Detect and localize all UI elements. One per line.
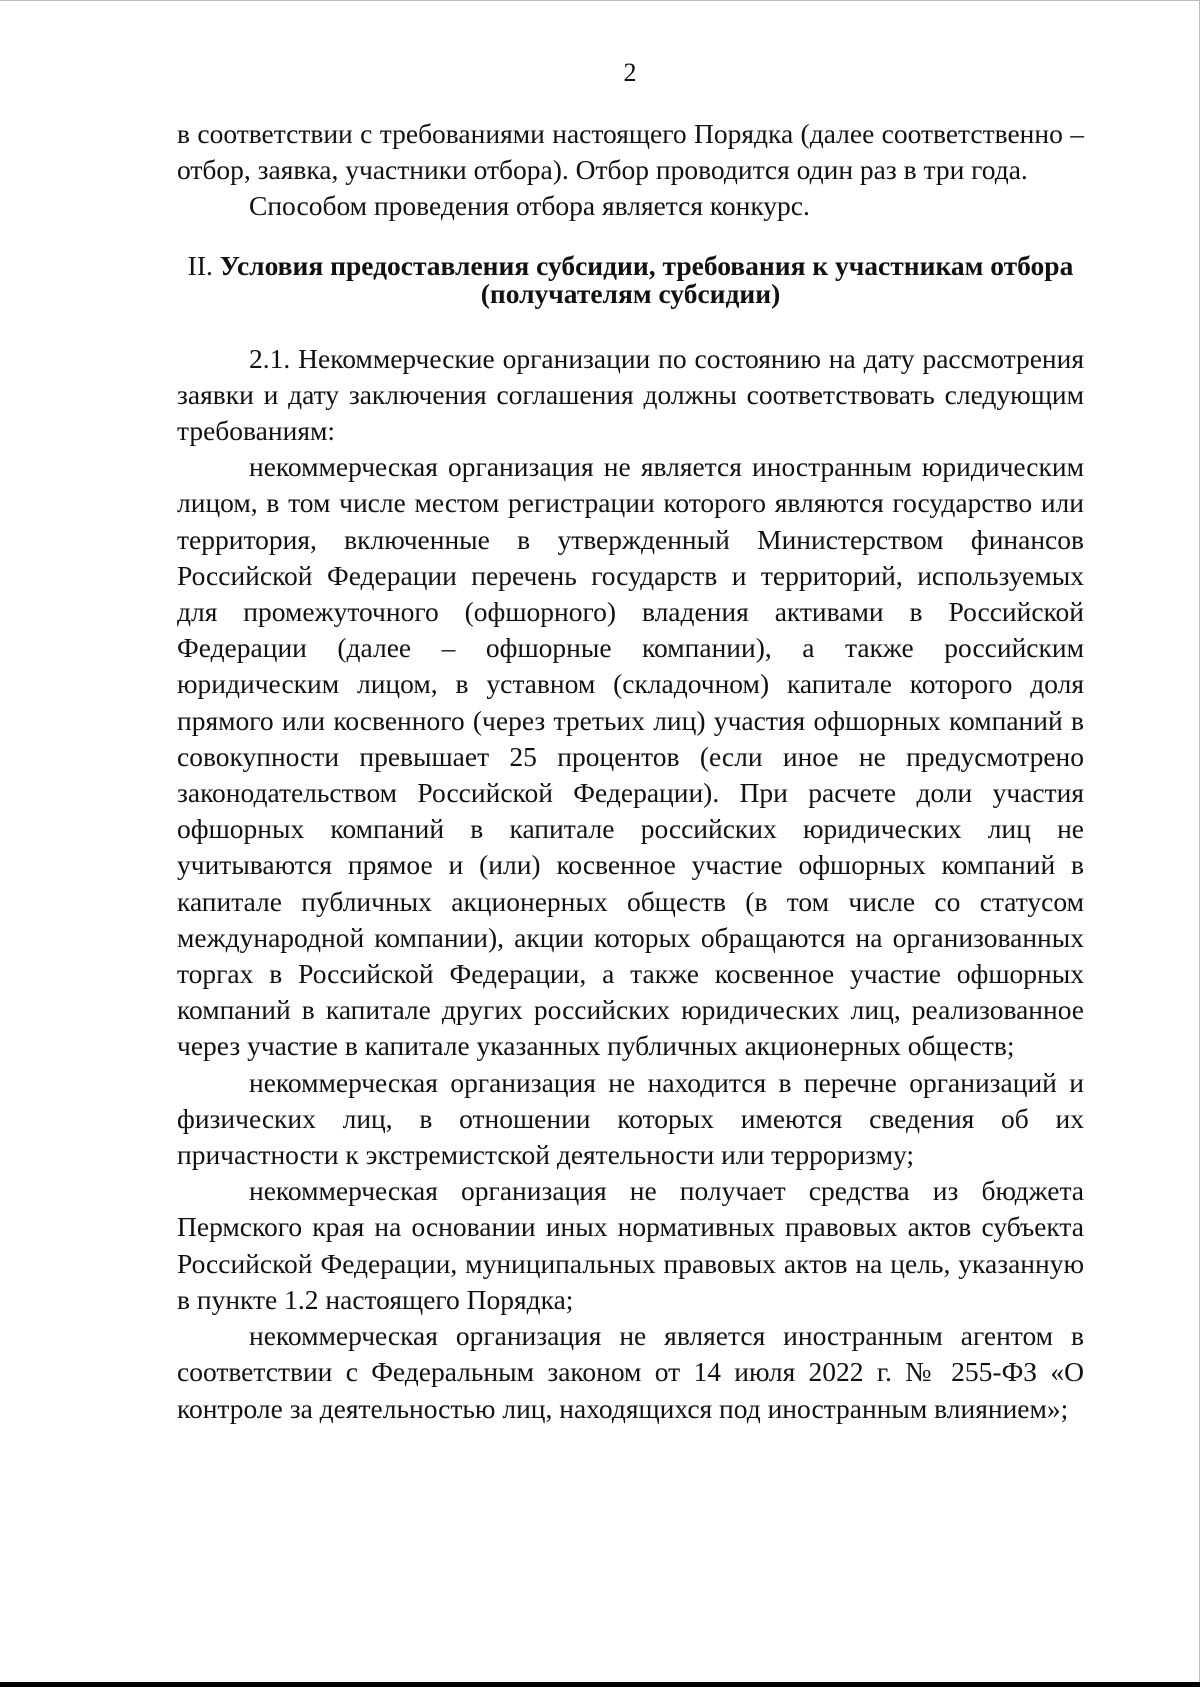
paragraph-selection-method: Способом проведения отбора является конкурс. — [249, 190, 810, 222]
section-heading — [177, 249, 1084, 309]
paragraph-continuation: в соответствии с требованиями настоящего Порядка (далее соответственно – отбор, заявка, участники отбора). Отбор проводится один раз в три года. — [177, 118, 1084, 186]
paragraph-budget-requirement: некоммерческая организация не получает средства из бюджета Пермского края на основании иных нормативных правовых актов субъекта Российской Федерации, муниципальных правовых актов на цель, указанную в пункте 1.2 настоящего Порядка; — [177, 1175, 1084, 1315]
page-number: 2 — [623, 58, 637, 87]
paragraph-foreign-agent-requirement: некоммерческая организация не является иностранным агентом в соответствии с Федеральным законом от 14 июля 2022 г. № 255-ФЗ «О контроле за деятельностью лиц, находящихся под иностранным влиянием»; — [177, 1320, 1084, 1424]
section-title: Условия предоставления субсидии, требования к участникам отбора (получателям субсидии) — [219, 249, 1074, 309]
scan-bottom-band — [0, 1682, 1200, 1687]
document-body — [177, 116, 1084, 1427]
section-numeral: II. — [187, 249, 213, 281]
paragraph-extremism-requirement: некоммерческая организация не находится в перечне организаций и физических лиц, в отношении которых имеются сведения об их причастности к экстремистской деятельности или терроризму; — [177, 1066, 1084, 1171]
paragraph-offshore-requirement: некоммерческая организация не является иностранным юридическим лицом, в том числе местом регистрации которого являются государство или территория, включенные в утвержденный Министерством финансов Российской Федерации перечень государств и территорий, используемых для промежуточного (офшорного) владения активами в Российской Федерации (далее – офшорные компании), а также российским юридическим лицом, в уставном (складочном) капитале которого доля прямого или косвенного (через третьих лиц) участия офшорных компаний в совокупности превышает 25 процентов (если иное не предусмотрено законодательством Российской Федерации). При расчете доли участия офшорных компаний в капитале российских юридических лиц не учитываются прямое и (или) косвенное участие офшорных компаний в капитале публичных акционерных обществ (в том числе со статусом международной компании), акции которых обращаются на организованных торгах в Российской Федерации, а также косвенное участие офшорных компаний в капитале других российских юридических лиц, реализованное через участие в капитале указанных публичных акционерных обществ; — [177, 451, 1084, 1062]
paragraph-2-1: 2.1. Некоммерческие организации по состоянию на дату рассмотрения заявки и дату заключения соглашения должны соответствовать следующим требованиям: — [177, 342, 1084, 447]
page-top-edge — [0, 0, 1200, 1]
